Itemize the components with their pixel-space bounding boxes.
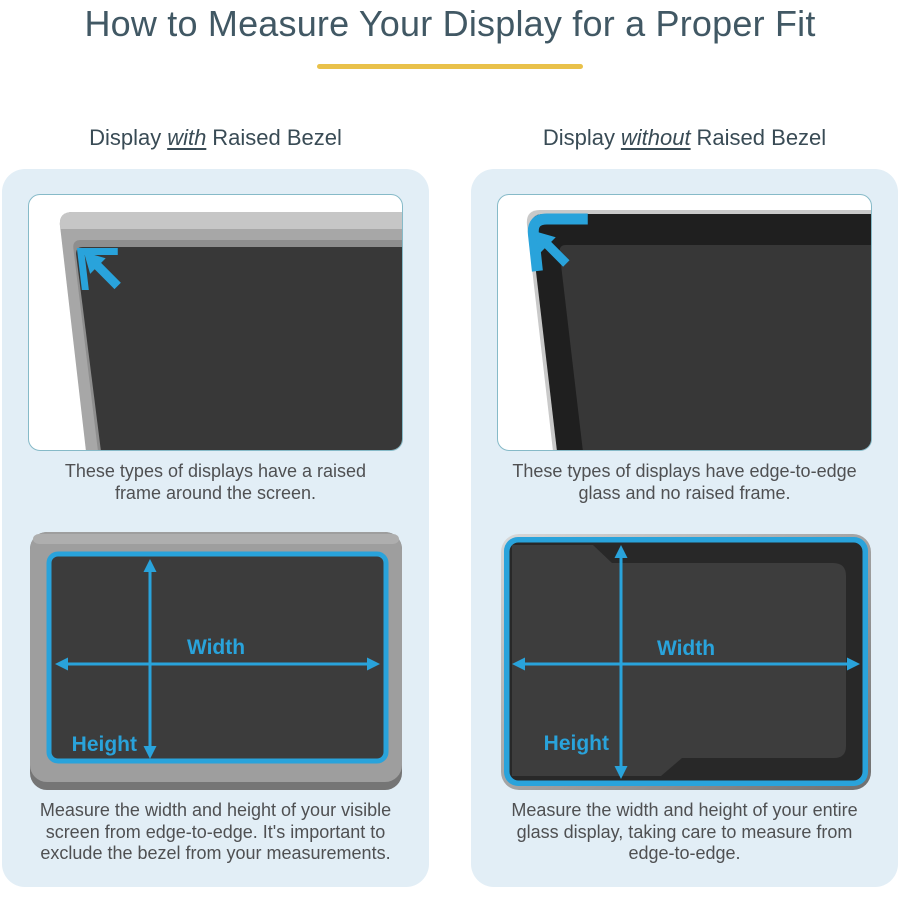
edge-to-edge-corner-illustration [498,195,871,450]
title-underline [317,64,583,69]
edge-to-edge-monitor-illustration [501,534,871,790]
caption-text: These types of displays have a raised frame around the screen. [64,461,367,503]
edge-to-edge-corner-illustration-box [497,194,872,451]
heading-emphasis: without [620,125,691,150]
monitor-bezel-highlight [33,534,399,544]
caption-text: Measure the width and height of your entire glass display, taking care to measure from edge-to-edge. [511,800,858,863]
width-label: Width [656,637,716,660]
heading-without-raised-bezel [471,123,898,153]
heading-prefix: Display [89,125,162,150]
monitor-screen [560,245,871,450]
panels-row [0,169,900,887]
edge-to-edge-measure-caption [471,800,898,865]
caption-text: These types of displays have edge-to-edge glass and no raised frame. [512,461,857,503]
edge-to-edge-monitor-illustration-wrap [501,534,871,790]
heading-with-raised-bezel [2,123,429,153]
height-label: Height [71,733,137,756]
heading-prefix: Display [542,125,615,150]
bezel-monitor-illustration [30,532,402,790]
edge-to-edge-illustration-caption [471,461,898,504]
monitor-screen [76,247,402,450]
bezel-corner-illustration-box [28,194,403,451]
heading-suffix: Raised Bezel [212,125,342,150]
caption-text: Measure the width and height of your visible screen from edge-to-edge. It's important to exclude the bezel from your measurements. [39,800,392,863]
heading-emphasis: with [167,125,207,150]
headings-row [0,123,900,153]
height-label: Height [543,732,609,755]
width-label: Width [186,636,246,659]
page-title: How to Measure Your Display for a Proper Fit [84,3,816,44]
heading-suffix: Raised Bezel [696,125,827,150]
bezel-illustration-caption [2,461,429,504]
bezel-top-highlight [60,212,402,229]
bezel-measure-caption [2,800,429,865]
panel-with-raised-bezel [2,169,429,887]
bezel-corner-illustration [29,195,402,450]
panel-without-raised-bezel [471,169,898,887]
bezel-monitor-illustration-wrap [30,532,402,790]
